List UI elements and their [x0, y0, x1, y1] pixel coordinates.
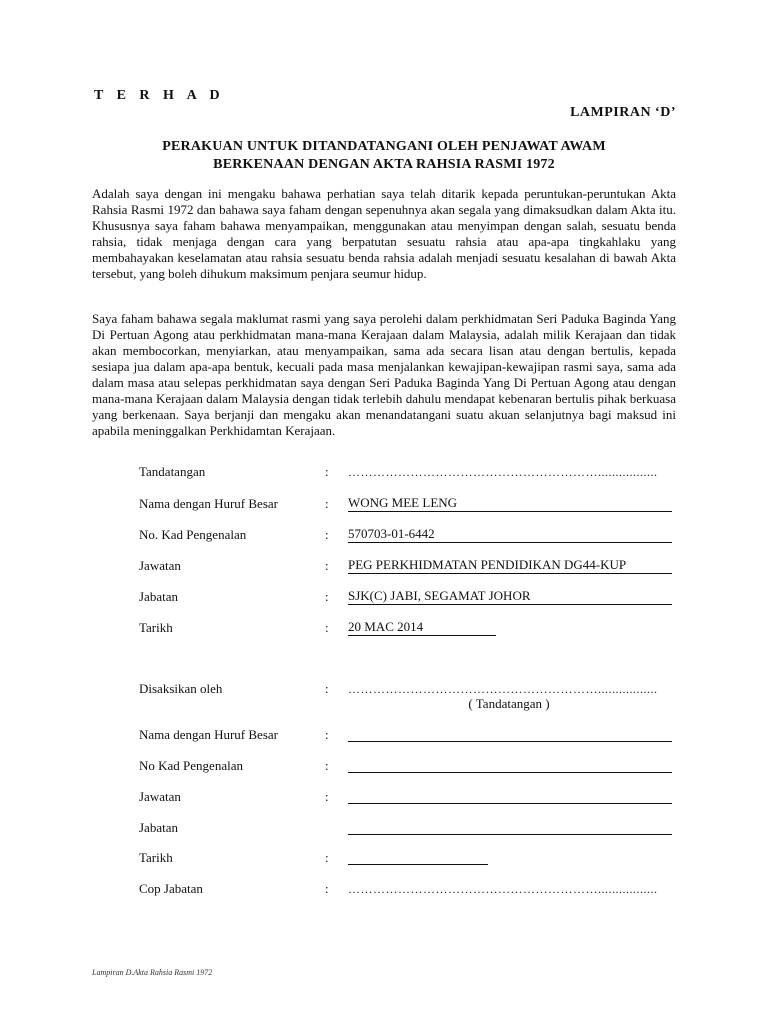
signature-dotted-line[interactable]: …………………………………………………….................: [348, 465, 658, 479]
colon: :: [325, 727, 329, 742]
name-field[interactable]: WONG MEE LENG: [348, 495, 672, 512]
declaration-paragraph-1: Adalah saya dengan ini mengaku bahawa perhatian saya telah ditarik kepada peruntukan-peruntukan Akta Rahsia Rasmi 1972 dan bahawa saya faham dengan sepenuhnya akan segala yang dimaksudkan dalam Akta itu. Khususnya saya faham bahawa menyampaikan, menggunakan atau menyimpan dengan salah, sesuatu benda rahsia, tidak menjaga dengan cara yang berpatutan sesuatu rahsia atau apa-apa tingkahlaku yang membahayakan keselamatan atau rahsia sesuatu benda rahsia adalah menjadi sesuatu kesalahan di bawah Akta tersebut, yang boleh dihukum maksimum penjara seumur hidup.: [92, 186, 676, 281]
classification-label: T E R H A D: [94, 88, 225, 103]
title-line-1: PERAKUAN UNTUK DITANDATANGANI OLEH PENJAWAT AWAM: [162, 139, 606, 154]
footer-note: Lampiran D.Akta Rahsia Rasmi 1972: [92, 968, 213, 977]
position-field[interactable]: PEG PERKHIDMATAN PENDIDIKAN DG44-KUP: [348, 557, 672, 574]
declaration-paragraph-2: Saya faham bahawa segala maklumat rasmi yang saya perolehi dalam perkhidmatan Seri Paduka Baginda Yang Di Pertuan Agong atau perkhidmatan mana-mana Kerajaan dalam Malaysia, adalah milik Kerajaan dan tidak akan membocorkan, menyiarkan, atau menyampaikan, sama ada secara lisan atau dengan bertulis, kepada sesiapa jua dalam apa-apa bentuk, kecuali pada masa menjalankan kewajipan-kewajipan rasmi saya, sama ada dalam masa atau selepas perkhidmatan saya dengan Seri Paduka Baginda Yang Di Pertuan Agong atau dengan mana-mana Kerajaan dalam Malaysia dengan tidak terlebih dahulu mendapat kebenaran bertulis pihak berkuasa yang berkenaan. Saya berjanji dan mengaku akan menandatangani suatu akuan selanjutnya bagi maksud ini apabila meninggalkan Perkhidamtan Kerajaan.: [92, 311, 676, 438]
department-label: Jabatan: [139, 589, 178, 604]
witness-name-field[interactable]: [348, 741, 672, 742]
witness-department-label: Jabatan: [139, 820, 178, 835]
annex-label: LAMPIRAN ‘D’: [570, 105, 676, 120]
document-title: [94, 138, 674, 174]
witness-signature-dotted-line[interactable]: …………………………………………………….................: [348, 682, 658, 696]
witness-ic-field[interactable]: [348, 772, 672, 773]
colon: :: [325, 620, 329, 635]
colon: :: [325, 527, 329, 542]
signature-caption: ( Tandatangan ): [468, 696, 550, 711]
colon: :: [325, 589, 329, 604]
date-field[interactable]: 20 MAC 2014: [348, 619, 496, 636]
witness-department-field[interactable]: [348, 834, 672, 835]
stamp-dotted-line[interactable]: …………………………………………………….................: [348, 882, 658, 896]
date-label: Tarikh: [139, 620, 173, 635]
stamp-label: Cop Jabatan: [139, 881, 203, 896]
colon: :: [325, 681, 329, 696]
colon: :: [325, 789, 329, 804]
colon: :: [325, 758, 329, 773]
colon: :: [325, 558, 329, 573]
title-line-2: BERKENAAN DENGAN AKTA RAHSIA RASMI 1972: [213, 157, 555, 172]
ic-field[interactable]: 570703-01-6442: [348, 526, 672, 543]
witness-name-label: Nama dengan Huruf Besar: [139, 727, 278, 742]
witnessed-by-label: Disaksikan oleh: [139, 681, 223, 696]
witness-date-label: Tarikh: [139, 850, 173, 865]
witness-date-field[interactable]: [348, 864, 488, 865]
department-field[interactable]: SJK(C) JABI, SEGAMAT JOHOR: [348, 588, 672, 605]
colon: :: [325, 881, 329, 896]
colon: :: [325, 464, 329, 479]
colon: :: [325, 496, 329, 511]
name-label: Nama dengan Huruf Besar: [139, 496, 278, 511]
ic-label: No. Kad Pengenalan: [139, 527, 247, 542]
signature-label: Tandatangan: [139, 464, 206, 479]
position-label: Jawatan: [139, 558, 181, 573]
witness-ic-label: No Kad Pengenalan: [139, 758, 243, 773]
witness-position-label: Jawatan: [139, 789, 181, 804]
colon: :: [325, 850, 329, 865]
witness-position-field[interactable]: [348, 803, 672, 804]
